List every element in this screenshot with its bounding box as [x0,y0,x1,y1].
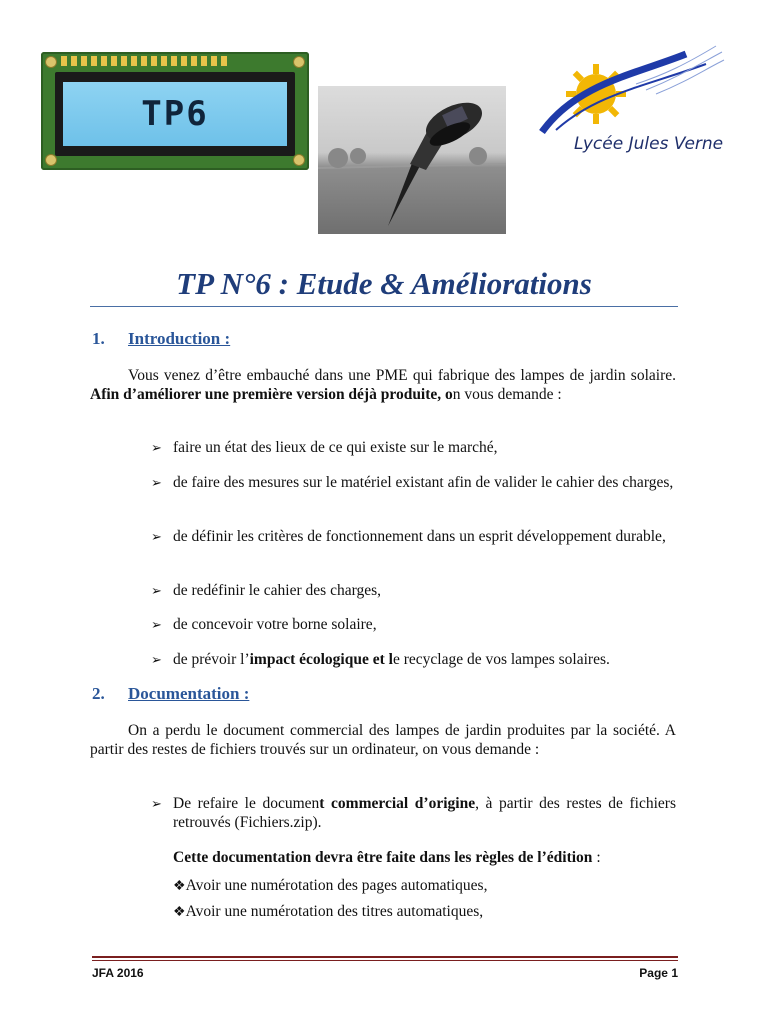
list-item: ❖Avoir une numérotation des pages automatiques, [173,877,488,894]
section-title: Introduction : [128,329,231,348]
footer-rule [92,956,678,958]
arrow-bullet-icon: ➢ [151,583,162,598]
introduction-paragraph: Vous venez d’être embauché dans une PME qui fabrique des lampes de jardin solaire. Afin d’améliorer une première version déjà produite, on vous demande : [90,367,676,403]
diamond-star-bullet-icon: ❖ [173,905,186,920]
footer-rule [92,960,678,961]
footer-left: JFA 2016 [92,966,144,980]
arrow-bullet-icon: ➢ [151,440,162,455]
arrow-bullet-icon: ➢ [151,475,162,490]
mount-hole [45,56,57,68]
list-item: ➢ de faire des mesures sur le matériel existant afin de valider le cahier des charges, [151,474,674,491]
sun-swoosh-logo-icon [536,44,726,134]
diamond-star-bullet-icon: ❖ [173,879,186,894]
solar-lamp-photo [318,86,506,234]
arrow-bullet-icon: ➢ [151,796,162,811]
documentation-rules-note: Cette documentation devra être faite dans les règles de l’édition : [173,849,601,866]
list-item: ➢ faire un état des lieux de ce qui existe sur le marché, [151,439,498,456]
lcd-pin-header [61,56,231,66]
documentation-paragraph: On a perdu le document commercial des lampes de jardin produites par la société. A partir des restes de fichiers trouvés sur un ordinateur, on vous demande : [90,722,676,758]
lcd-frame [55,72,295,156]
arrow-bullet-icon: ➢ [151,529,162,544]
mount-hole [293,56,305,68]
section-number: 2. [92,684,105,703]
page-number: Page 1 [639,966,678,980]
school-name: Lycée Jules Verne [574,134,724,154]
section-heading-introduction [92,329,230,349]
solar-lamp-icon [318,86,506,234]
list-item: ➢ de définir les critères de fonctionnement dans un esprit développement durable, [151,528,666,545]
arrow-bullet-icon: ➢ [151,652,162,667]
section-heading-documentation [92,684,249,704]
list-item: ➢ De refaire le document commercial d’origine, à partir des restes de fichiers retrouvés (Fichiers.zip). [151,795,676,831]
lcd-text: TP6 [141,94,209,134]
section-number: 1. [92,329,105,348]
list-item: ➢ de prévoir l’impact écologique et le recyclage de vos lampes solaires. [151,651,610,668]
list-item: ❖Avoir une numérotation des titres automatiques, [173,903,484,920]
document-title: TP N°6 : Etude & Améliorations [176,266,592,301]
mount-hole [293,154,305,166]
arrow-bullet-icon: ➢ [151,617,162,632]
list-item: ➢ de concevoir votre borne solaire, [151,616,377,633]
section-title: Documentation : [128,684,250,703]
title-underline [90,306,678,307]
lcd-display-image [41,52,309,170]
lcd-screen [63,82,287,146]
list-item: ➢ de redéfinir le cahier des charges, [151,582,381,599]
